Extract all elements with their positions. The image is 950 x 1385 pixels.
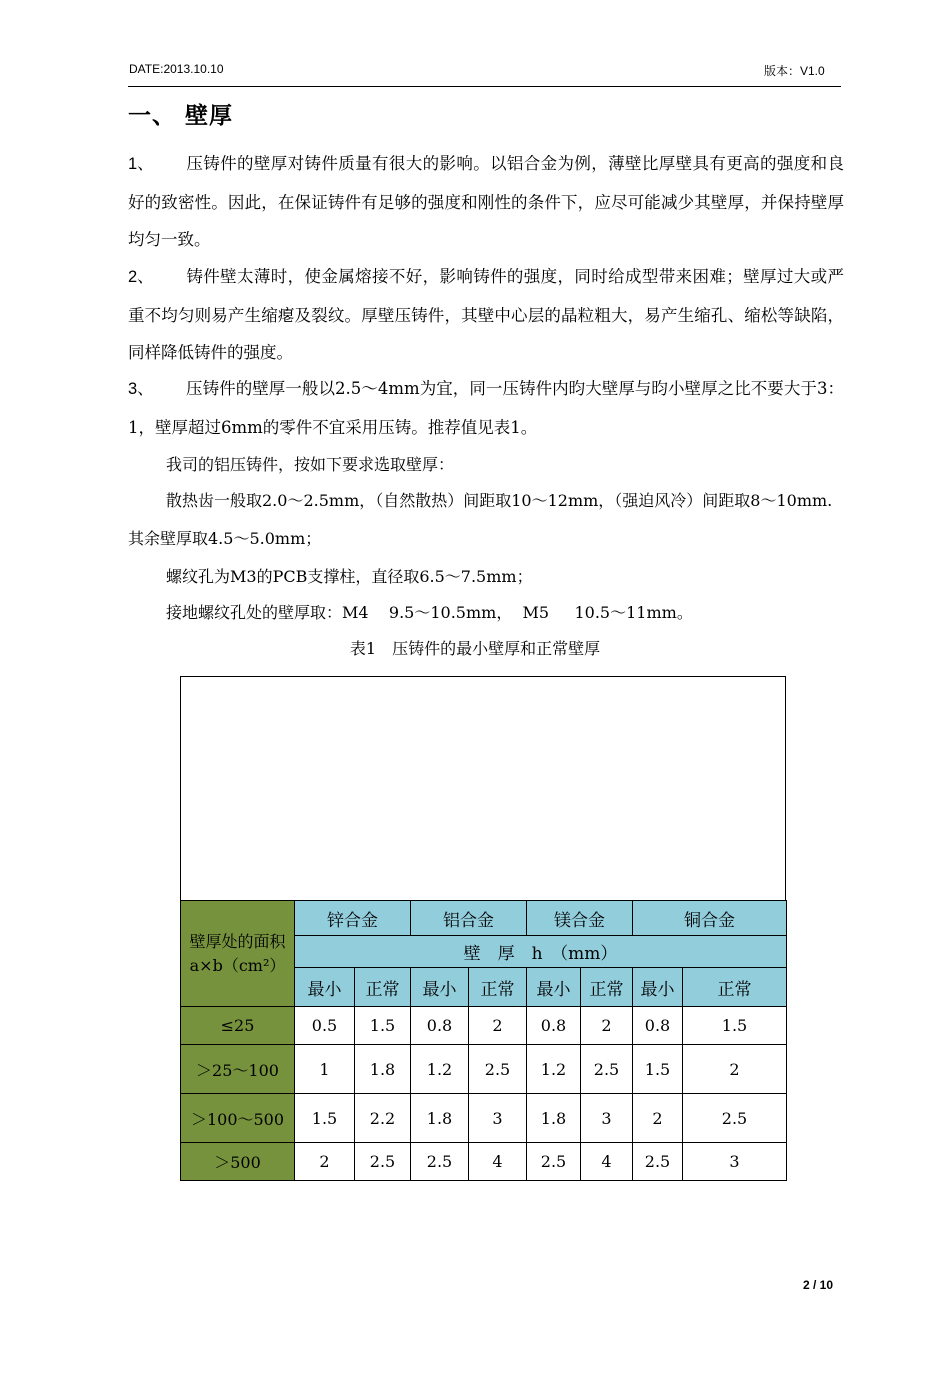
area-cell: ＞100～500 bbox=[181, 1094, 295, 1143]
paragraph-1 bbox=[128, 145, 844, 259]
normal-header: 正常 bbox=[469, 968, 527, 1007]
value-cell: 3 bbox=[581, 1094, 633, 1143]
value-cell: 3 bbox=[469, 1094, 527, 1143]
value-cell: 1.5 bbox=[633, 1045, 683, 1094]
value-cell: 0.5 bbox=[295, 1007, 355, 1045]
value-cell: 2 bbox=[683, 1045, 787, 1094]
value-cell: 4 bbox=[581, 1143, 633, 1181]
min-header: 最小 bbox=[527, 968, 581, 1007]
alloy-header-magnesium: 镁合金 bbox=[527, 901, 633, 936]
section-heading: 一、 壁厚 bbox=[128, 103, 234, 129]
value-cell: 1.2 bbox=[411, 1045, 469, 1094]
min-header: 最小 bbox=[411, 968, 469, 1007]
min-header: 最小 bbox=[633, 968, 683, 1007]
value-cell: 3 bbox=[683, 1143, 787, 1181]
normal-header: 正常 bbox=[581, 968, 633, 1007]
value-cell: 2 bbox=[469, 1007, 527, 1045]
value-cell: 2.2 bbox=[355, 1094, 411, 1143]
paragraph-text: 铸件壁太薄时，使金属熔接不好，影响铸件的强度，同时给成型带来困难；壁厚过大或严重不均匀则易产生缩瘪及裂纹。厚壁压铸件，其壁中心层的晶粒粗大，易产生缩孔、缩松等缺陷，同样降低铸件的强度。 bbox=[128, 267, 844, 362]
table-caption-number: 表1 bbox=[349, 639, 377, 658]
value-cell: 2 bbox=[581, 1007, 633, 1045]
note-ground: 接地螺纹孔处的壁厚取：M4 9.5～10.5mm， M5 10.5～11mm。 bbox=[166, 603, 693, 622]
value-cell: 2.5 bbox=[527, 1143, 581, 1181]
value-cell: 1.2 bbox=[527, 1045, 581, 1094]
paragraph-2 bbox=[128, 258, 844, 372]
value-cell: 0.8 bbox=[633, 1007, 683, 1045]
blank-image-frame bbox=[180, 676, 786, 903]
value-cell: 2.5 bbox=[633, 1143, 683, 1181]
value-cell: 2 bbox=[295, 1143, 355, 1181]
area-cell: ＞25～100 bbox=[181, 1045, 295, 1094]
value-cell: 1 bbox=[295, 1045, 355, 1094]
table-row bbox=[181, 1094, 787, 1143]
paragraph-text: 压铸件的壁厚对铸件质量有很大的影响。以铝合金为例，薄壁比厚壁具有更高的强度和良好的致密性。因此，在保证铸件有足够的强度和刚性的条件下，应尽可能减少其壁厚，并保持壁厚均匀一致。 bbox=[128, 154, 844, 249]
table-caption bbox=[0, 636, 950, 659]
min-header: 最小 bbox=[295, 968, 355, 1007]
alloy-header-zinc: 锌合金 bbox=[295, 901, 411, 936]
paragraph-3 bbox=[128, 370, 844, 446]
table-row bbox=[181, 1045, 787, 1094]
area-cell: ≤25 bbox=[181, 1007, 295, 1045]
alloy-header-aluminum: 铝合金 bbox=[411, 901, 527, 936]
header-date: DATE:2013.10.10 bbox=[129, 62, 224, 76]
value-cell: 2.5 bbox=[469, 1045, 527, 1094]
paragraph-number: 3、 bbox=[128, 380, 154, 398]
unit-header: 壁 厚 h （mm） bbox=[295, 936, 787, 968]
table-row bbox=[181, 1007, 787, 1045]
area-cell: ＞500 bbox=[181, 1143, 295, 1181]
value-cell: 2 bbox=[633, 1094, 683, 1143]
value-cell: 0.8 bbox=[411, 1007, 469, 1045]
value-cell: 2.5 bbox=[683, 1094, 787, 1143]
header-version: 版本：V1.0 bbox=[764, 64, 825, 78]
paragraph-number: 1、 bbox=[128, 155, 154, 173]
normal-header: 正常 bbox=[355, 968, 411, 1007]
paragraph-number: 2、 bbox=[128, 268, 154, 286]
value-cell: 2.5 bbox=[411, 1143, 469, 1181]
value-cell: 4 bbox=[469, 1143, 527, 1181]
value-cell: 1.5 bbox=[355, 1007, 411, 1045]
table-caption-title: 压铸件的最小壁厚和正常壁厚 bbox=[392, 639, 601, 658]
table-row bbox=[181, 1143, 787, 1181]
page-number: 2 / 10 bbox=[803, 1278, 834, 1292]
paragraph-text: 压铸件的壁厚一般以2.5～4mm为宜，同一压铸件内昀大壁厚与昀小壁厚之比不要大于3：1，壁厚超过6mm的零件不宜采用压铸。推荐值见表1。 bbox=[128, 379, 844, 437]
alloy-header-copper: 铜合金 bbox=[633, 901, 787, 936]
value-cell: 1.8 bbox=[527, 1094, 581, 1143]
normal-header: 正常 bbox=[683, 968, 787, 1007]
table-corner-header: 壁厚处的面积 a×b（cm²） bbox=[181, 901, 295, 1007]
note-screw: 螺纹孔为M3的PCB支撑柱，直径取6.5～7.5mm； bbox=[166, 567, 533, 586]
header-rule bbox=[128, 86, 841, 87]
value-cell: 1.8 bbox=[411, 1094, 469, 1143]
wall-thickness-table bbox=[180, 900, 787, 1181]
value-cell: 2.5 bbox=[581, 1045, 633, 1094]
value-cell: 1.5 bbox=[683, 1007, 787, 1045]
value-cell: 1.8 bbox=[355, 1045, 411, 1094]
note-intro: 我司的铝压铸件，按如下要求选取壁厚： bbox=[166, 455, 455, 474]
value-cell: 2.5 bbox=[355, 1143, 411, 1181]
value-cell: 0.8 bbox=[527, 1007, 581, 1045]
note-fins: 散热齿一般取2.0～2.5mm，（自然散热）间距取10～12mm，（强迫风冷）间距取8～10mm.其余壁厚取4.5～5.0mm； bbox=[128, 491, 833, 548]
value-cell: 1.5 bbox=[295, 1094, 355, 1143]
